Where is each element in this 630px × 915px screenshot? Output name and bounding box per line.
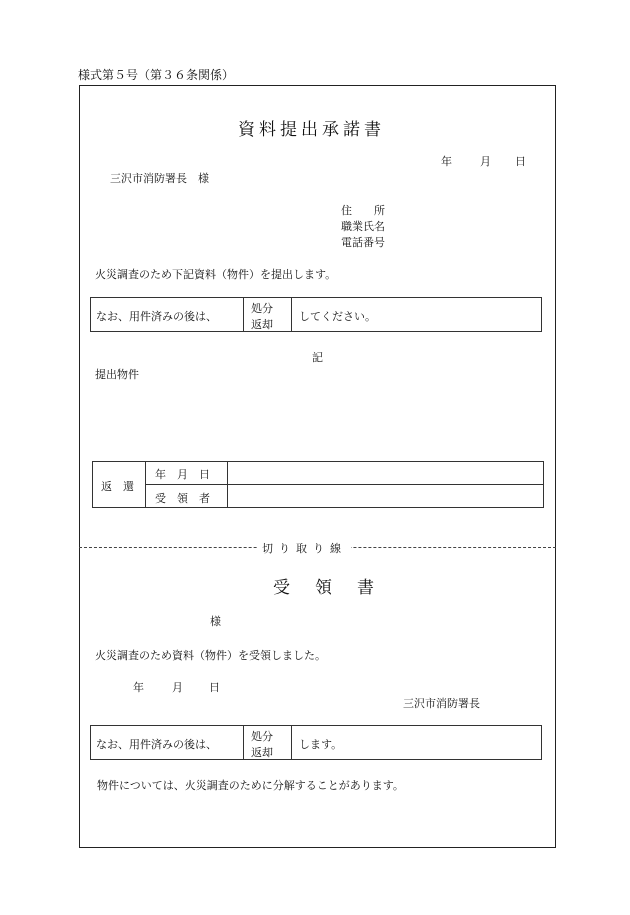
receipt-addressee: 様	[210, 615, 221, 628]
receipt-date-year: 年	[133, 681, 144, 694]
return-table	[92, 461, 544, 508]
consent-statement: 火災調査のため下記資料（物件）を提出します。	[95, 268, 337, 281]
phone-label: 電話番号	[341, 236, 385, 249]
receipt-note-prefix: なお、用件済みの後は、	[96, 738, 217, 751]
receipt-issuer: 三沢市消防署長	[403, 697, 480, 710]
consent-note-table	[90, 297, 542, 332]
form-number-header: 様式第５号（第３６条関係）	[78, 68, 235, 82]
consent-note-suffix: してください。	[299, 310, 376, 323]
consent-option-return: 返却	[251, 318, 273, 331]
consent-date-day: 日	[515, 155, 526, 168]
receipt-title: 受 領 書	[273, 578, 378, 598]
receipt-date-month: 月	[172, 681, 183, 694]
address-label: 住 所	[341, 204, 385, 217]
consent-title: 資料提出承諾書	[238, 120, 385, 140]
consent-addressee: 三沢市消防署長 様	[110, 172, 209, 185]
receipt-statement: 火災調査のため資料（物件）を受領しました。	[95, 649, 326, 662]
items-label: 提出物件	[95, 368, 139, 381]
return-label: 返 還	[101, 480, 134, 493]
receipt-option-dispose: 処分	[251, 730, 273, 743]
receipt-disclaimer: 物件については、火災調査のために分解することがあります。	[97, 779, 404, 792]
receipt-note-table	[90, 725, 542, 760]
consent-note-prefix: なお、用件済みの後は、	[96, 310, 217, 323]
consent-date-year: 年	[441, 155, 452, 168]
consent-option-dispose: 処分	[251, 302, 273, 315]
receipt-note-suffix: します。	[299, 738, 343, 751]
receipt-date-day: 日	[209, 681, 220, 694]
return-receiver-label: 受 領 者	[155, 492, 210, 505]
consent-date-month: 月	[480, 155, 491, 168]
cut-line-label: 切り取り線	[258, 540, 351, 556]
occupation-name-label: 職業氏名	[341, 220, 385, 233]
receipt-option-return: 返却	[251, 746, 273, 759]
return-date-label: 年 月 日	[155, 468, 210, 481]
ki-mark: 記	[312, 351, 323, 364]
